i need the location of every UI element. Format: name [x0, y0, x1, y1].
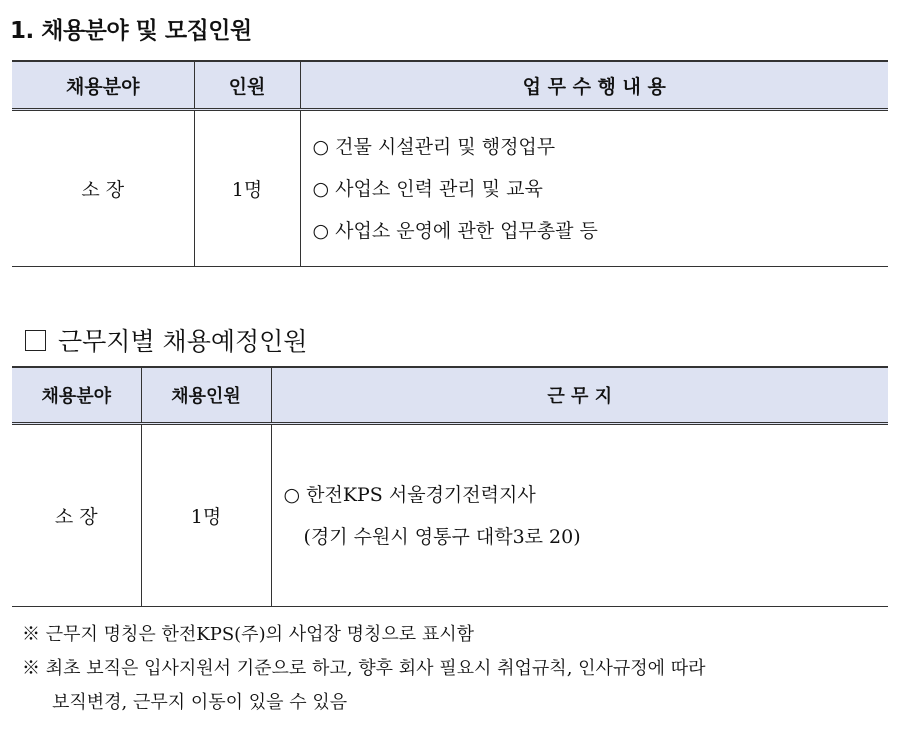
location-table-header: [12, 367, 888, 424]
table-row: [12, 110, 888, 267]
header-count: 인원: [194, 61, 300, 110]
count-cell: 1명: [194, 110, 300, 267]
header-field: 채용분야: [12, 61, 194, 110]
location-address: (경기 수원시 영통구 대학3로 20): [303, 525, 581, 548]
checkbox-icon: [25, 330, 46, 351]
duty-item: ○ 사업소 인력 관리 및 교육: [312, 177, 543, 200]
note-item: ※ 최초 보직은 입사지원서 기준으로 하고, 향후 회사 필요시 취업규칙, 인사규정에 따라: [22, 658, 706, 679]
location-cell: [271, 424, 888, 607]
duty-item: ○ 사업소 운영에 관한 업무총괄 등: [312, 219, 598, 242]
header-count: 채용인원: [141, 367, 271, 424]
subsection-title: 근무지별 채용예정인원: [58, 327, 308, 356]
duty-item: ○ 건물 시설관리 및 행정업무: [312, 135, 556, 158]
location-table: [12, 366, 888, 607]
count-cell: 1명: [141, 424, 271, 607]
table-row: [12, 424, 888, 607]
duties-cell: [300, 110, 888, 267]
recruit-table: [12, 60, 888, 267]
field-cell: 소 장: [12, 110, 194, 267]
section-title: 1. 채용분야 및 모집인원: [10, 18, 252, 44]
header-location: 근 무 지: [271, 367, 888, 424]
header-field: 채용분야: [12, 367, 141, 424]
location-name: ○ 한전KPS 서울경기전력지사: [283, 483, 536, 506]
header-duties: 업 무 수 행 내 용: [300, 61, 888, 110]
recruit-table-header: [12, 61, 888, 110]
note-item-continued: 보직변경, 근무지 이동이 있을 수 있음: [52, 692, 348, 713]
note-item: ※ 근무지 명칭은 한전KPS(주)의 사업장 명칭으로 표시함: [22, 624, 475, 645]
subsection-heading: [25, 322, 307, 358]
notes: [22, 618, 892, 720]
field-cell: 소 장: [12, 424, 141, 607]
